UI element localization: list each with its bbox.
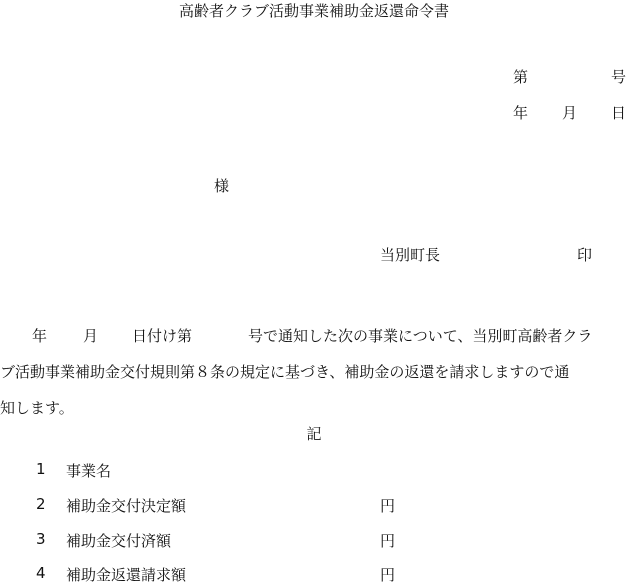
body-line1-dayref: 日付け第 (132, 327, 193, 345)
date-day-label: 日 (611, 104, 627, 122)
item-unit: 円 (380, 566, 396, 584)
doc-number-label: 第 (513, 68, 529, 86)
record-mark: 記 (306, 425, 322, 443)
item-label: 補助金交付決定額 (66, 497, 187, 515)
body-line2: ブ活動事業補助金交付規則第８条の規定に基づき、補助金の返還を請求しますので通 (0, 363, 570, 381)
date-year-label: 年 (513, 104, 529, 122)
body-line3: 知します。 (0, 399, 74, 417)
item-unit: 円 (380, 532, 396, 550)
body-line1-year: 年 (32, 327, 48, 345)
seal-mark: 印 (577, 246, 593, 264)
item-row (0, 530, 628, 548)
item-number: 1 (36, 460, 46, 478)
item-number: 2 (36, 495, 46, 513)
item-label: 補助金返還請求額 (66, 566, 187, 584)
item-row (0, 460, 628, 478)
addressee-suffix: 様 (214, 177, 230, 195)
item-unit: 円 (380, 497, 396, 515)
item-number: 3 (36, 530, 46, 548)
body-line1-rest: 号で通知した次の事業について、当別町高齢者クラ (248, 327, 593, 345)
issuer-name: 当別町長 (380, 246, 441, 264)
item-number: 4 (36, 564, 46, 582)
item-label: 事業名 (66, 462, 112, 480)
document-title: 高齢者クラブ活動事業補助金返還命令書 (178, 2, 449, 20)
date-month-label: 月 (562, 104, 578, 122)
item-label: 補助金交付済額 (66, 532, 172, 550)
body-line1-month: 月 (83, 327, 99, 345)
item-row (0, 564, 628, 582)
doc-number-suffix: 号 (611, 68, 627, 86)
item-row (0, 495, 628, 513)
